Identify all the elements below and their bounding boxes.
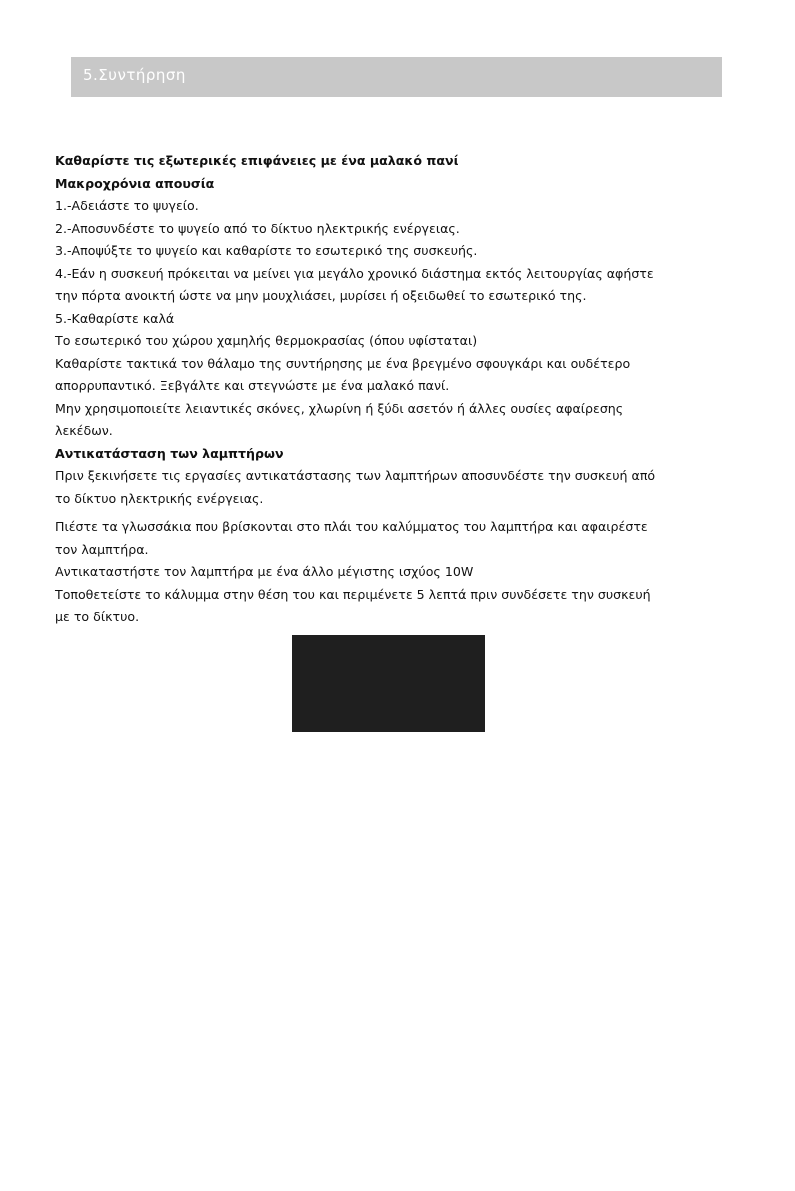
- step-4-line-2: την πόρτα ανοικτή ώστε να μην μουχλιάσει, μυρίσει ή οξειδωθεί το εσωτερικό της.: [55, 288, 587, 303]
- lamp-step-3-line-1: Τοποθετείστε το κάλυμμα στην θέση του και περιμένετε 5 λεπτά πριν συνδέσετε την συσκευή: [55, 586, 651, 602]
- section-header-bar: [71, 57, 722, 97]
- section-title: 5.Συντήρηση: [83, 66, 186, 84]
- low-temp-line-2: απορρυπαντικό. Ξεβγάλτε και στεγνώστε με ένα μαλακό πανί.: [55, 378, 450, 393]
- step-4-line-1: 4.-Εάν η συσκευή πρόκειται να μείνει για μεγάλο χρονικό διάστημα εκτός λειτουργίας αφήστε: [55, 265, 654, 281]
- warning-line-2: λεκέδων.: [55, 423, 113, 438]
- lamp-intro-line-1: Πριν ξεκινήσετε τις εργασίες αντικατάστασης των λαμπτήρων αποσυνδέστε την συσκευή από: [55, 468, 656, 483]
- low-temp-line-1: Καθαρίστε τακτικά τον θάλαμο της συντήρησης με ένα βρεγμένο σφουγκάρι και ουδέτερο: [55, 355, 631, 371]
- warning-line-1: Μην χρησιμοποιείτε λειαντικές σκόνες, χλωρίνη ή ξύδι ασετόν ή άλλες ουσίες αφαίρεσης: [55, 400, 624, 416]
- heading-clean-exterior: Καθαρίστε τις εξωτερικές επιφάνειες με ένα μαλακό πανί: [55, 153, 459, 168]
- step-1: 1.-Αδειάστε το ψυγείο.: [55, 198, 199, 213]
- step-3: 3.-Αποψύξτε το ψυγείο και καθαρίστε το εσωτερικό της συσκευής.: [55, 243, 478, 258]
- lamp-step-2: Αντικαταστήστε τον λαμπτήρα με ένα άλλο μέγιστης ισχύος 10W: [55, 564, 474, 579]
- step-5: 5.-Καθαρίστε καλά: [55, 310, 175, 326]
- low-temp-title: Το εσωτερικό του χώρου χαμηλής θερμοκρασίας (όπου υφίσταται): [55, 333, 478, 348]
- lamp-step-1-line-2: τον λαμπτήρα.: [55, 541, 149, 557]
- lamp-step-3-line-2: με το δίκτυο.: [55, 609, 140, 624]
- maintenance-text: [55, 150, 725, 629]
- lamp-illustration-placeholder: [292, 635, 485, 732]
- lamp-step-1-line-1: Πιέστε τα γλωσσάκια που βρίσκονται στο πλάι του καλύμματος του λαμπτήρα και αφαιρέστε: [55, 519, 648, 534]
- heading-lamp-replacement: Αντικατάσταση των λαμπτήρων: [55, 445, 284, 461]
- step-2: 2.-Αποσυνδέστε το ψυγείο από το δίκτυο ηλεκτρικής ενέργειας.: [55, 220, 460, 236]
- heading-long-absence: Μακροχρόνια απουσία: [55, 175, 215, 191]
- lamp-intro-line-2: το δίκτυο ηλεκτρικής ενέργειας.: [55, 490, 264, 506]
